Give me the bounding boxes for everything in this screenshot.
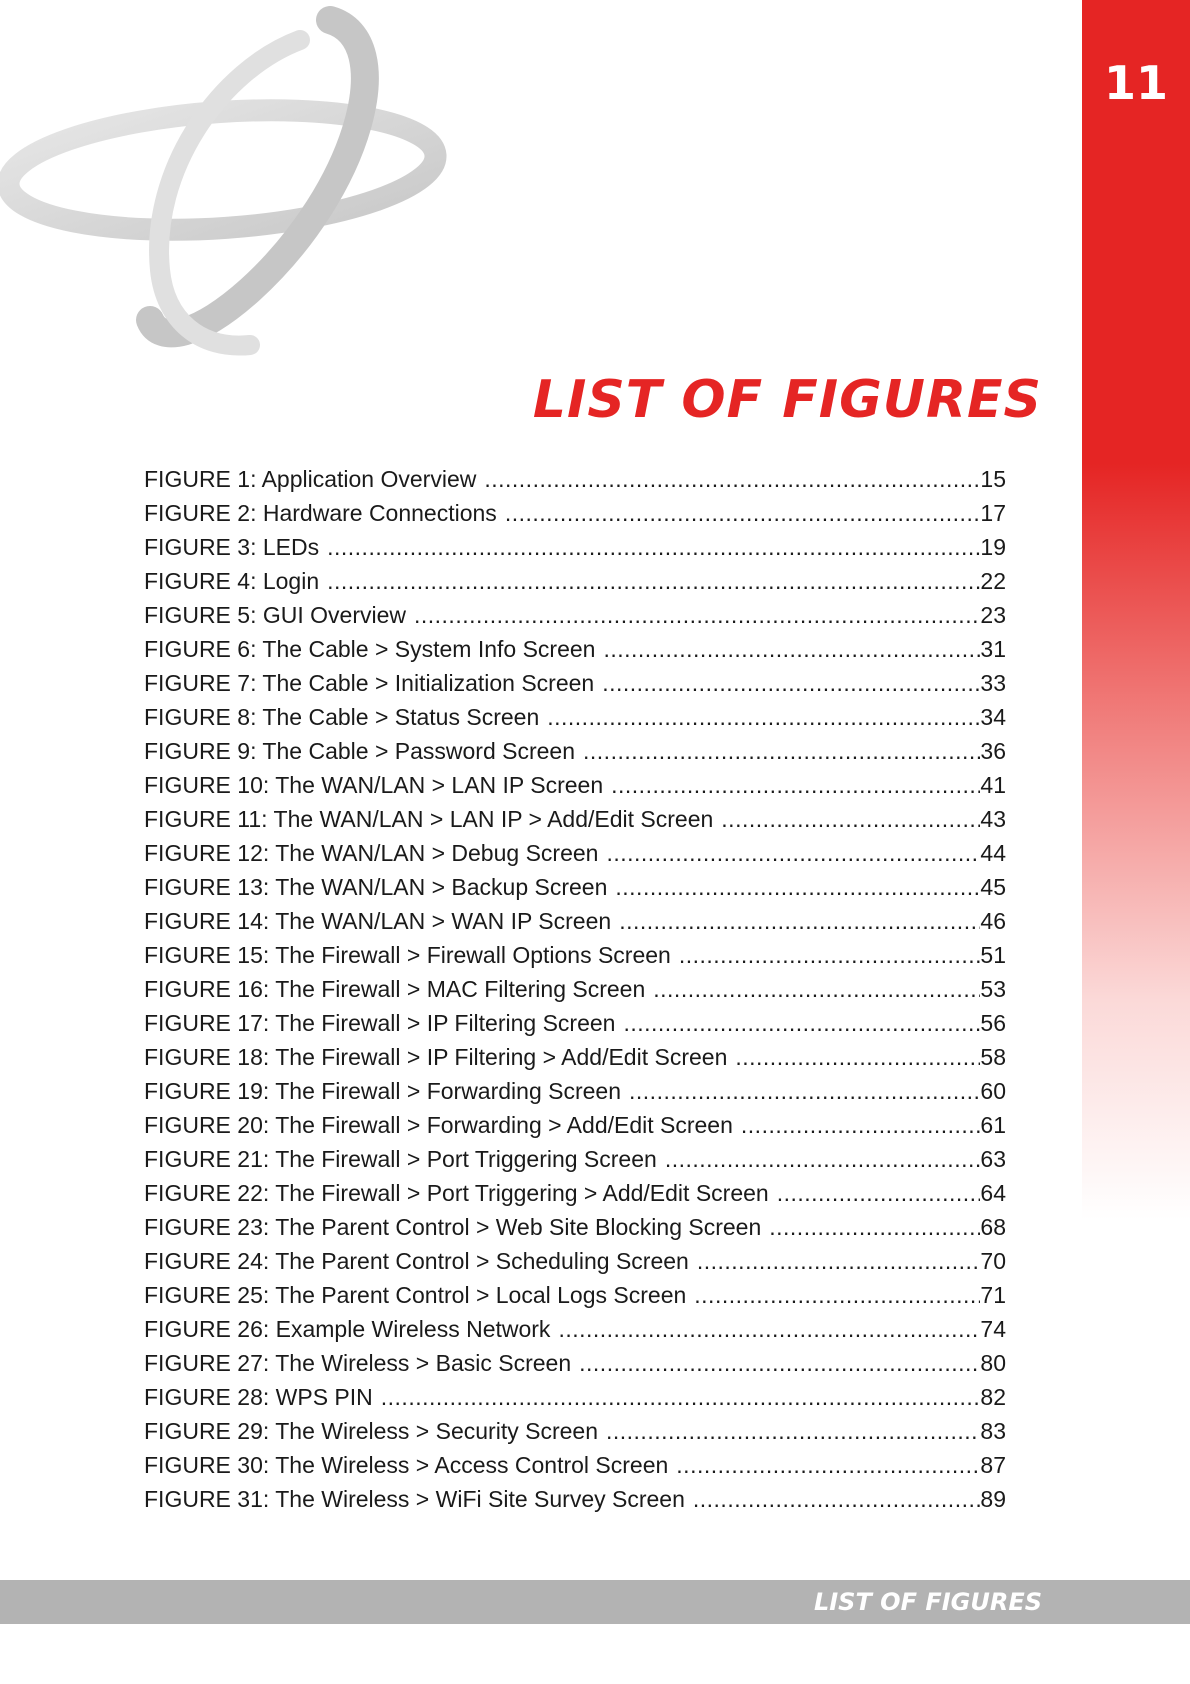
toc-entry[interactable] <box>144 530 1006 564</box>
figure-label: FIGURE 18: The Firewall > IP Filtering > Add/Edit Screen <box>144 1044 728 1070</box>
dot-leader <box>693 1482 981 1516</box>
page-ref: 44 <box>980 840 1006 866</box>
toc-entry[interactable] <box>144 768 1006 802</box>
toc-entry[interactable] <box>144 1380 1006 1414</box>
figure-label: FIGURE 16: The Firewall > MAC Filtering Screen <box>144 976 646 1002</box>
dot-leader <box>721 802 980 836</box>
dot-leader <box>602 666 980 700</box>
page-ref: 71 <box>980 1282 1006 1308</box>
figure-label: FIGURE 12: The WAN/LAN > Debug Screen <box>144 840 599 866</box>
page-ref: 83 <box>980 1418 1006 1444</box>
toc-entry[interactable] <box>144 1040 1006 1074</box>
dot-leader <box>676 1448 980 1482</box>
toc-entry[interactable] <box>144 598 1006 632</box>
figure-label: FIGURE 2: Hardware Connections <box>144 500 497 526</box>
page-ref: 70 <box>980 1248 1006 1274</box>
figure-label: FIGURE 1: Application Overview <box>144 466 477 492</box>
figure-label: FIGURE 31: The Wireless > WiFi Site Survey Screen <box>144 1486 685 1512</box>
figure-label: FIGURE 23: The Parent Control > Web Site Blocking Screen <box>144 1214 762 1240</box>
dot-leader <box>579 1346 980 1380</box>
page-ref: 82 <box>980 1384 1006 1410</box>
figure-label: FIGURE 9: The Cable > Password Screen <box>144 738 576 764</box>
page-ref: 58 <box>980 1044 1006 1070</box>
dot-leader <box>611 768 980 802</box>
page-ref: 43 <box>980 806 1006 832</box>
page-ref: 41 <box>980 772 1006 798</box>
toc-entry[interactable] <box>144 496 1006 530</box>
toc-entry[interactable] <box>144 802 1006 836</box>
figure-label: FIGURE 24: The Parent Control > Scheduling Screen <box>144 1248 689 1274</box>
toc-entry[interactable] <box>144 1278 1006 1312</box>
toc-entry[interactable] <box>144 1244 1006 1278</box>
dot-leader <box>629 1074 980 1108</box>
page-ref: 51 <box>980 942 1006 968</box>
dot-leader <box>619 904 980 938</box>
page-ref: 56 <box>980 1010 1006 1036</box>
page-ref: 22 <box>980 568 1006 594</box>
toc-entry[interactable] <box>144 564 1006 598</box>
page-ref: 60 <box>980 1078 1006 1104</box>
figure-label: FIGURE 5: GUI Overview <box>144 602 406 628</box>
toc-entry[interactable] <box>144 1176 1006 1210</box>
page-ref: 80 <box>980 1350 1006 1376</box>
dot-leader <box>665 1142 981 1176</box>
dot-leader <box>741 1108 981 1142</box>
ring-globe-logo <box>0 0 460 370</box>
toc-entry[interactable] <box>144 1414 1006 1448</box>
figure-label: FIGURE 28: WPS PIN <box>144 1384 373 1410</box>
dot-leader <box>697 1244 981 1278</box>
toc-entry[interactable] <box>144 1142 1006 1176</box>
toc-entry[interactable] <box>144 700 1006 734</box>
page-ref: 61 <box>980 1112 1006 1138</box>
dot-leader <box>769 1210 980 1244</box>
figure-label: FIGURE 20: The Firewall > Forwarding > Add/Edit Screen <box>144 1112 733 1138</box>
figure-label: FIGURE 8: The Cable > Status Screen <box>144 704 540 730</box>
figure-label: FIGURE 21: The Firewall > Port Triggering Screen <box>144 1146 657 1172</box>
page-number: 11 <box>1103 56 1168 110</box>
figure-label: FIGURE 15: The Firewall > Firewall Options Screen <box>144 942 671 968</box>
figure-label: FIGURE 22: The Firewall > Port Triggering > Add/Edit Screen <box>144 1180 769 1206</box>
dot-leader <box>558 1312 980 1346</box>
page-ref: 87 <box>980 1452 1006 1478</box>
dot-leader <box>694 1278 980 1312</box>
figure-label: FIGURE 27: The Wireless > Basic Screen <box>144 1350 572 1376</box>
page-ref: 68 <box>980 1214 1006 1240</box>
toc-entry[interactable] <box>144 1210 1006 1244</box>
page-ref: 46 <box>980 908 1006 934</box>
dot-leader <box>653 972 980 1006</box>
toc-entry[interactable] <box>144 462 1006 496</box>
toc-entry[interactable] <box>144 1448 1006 1482</box>
figure-label: FIGURE 14: The WAN/LAN > WAN IP Screen <box>144 908 612 934</box>
dot-leader <box>505 496 981 530</box>
dot-leader <box>484 462 980 496</box>
figure-label: FIGURE 19: The Firewall > Forwarding Screen <box>144 1078 622 1104</box>
toc-entry[interactable] <box>144 632 1006 666</box>
page-ref: 19 <box>980 534 1006 560</box>
dot-leader <box>679 938 981 972</box>
page-ref: 36 <box>980 738 1006 764</box>
page-ref: 64 <box>980 1180 1006 1206</box>
toc-entry[interactable] <box>144 666 1006 700</box>
figure-label: FIGURE 17: The Firewall > IP Filtering Screen <box>144 1010 616 1036</box>
dot-leader <box>414 598 980 632</box>
dot-leader <box>547 700 980 734</box>
toc-entry[interactable] <box>144 734 1006 768</box>
dot-leader <box>615 870 980 904</box>
dot-leader <box>623 1006 980 1040</box>
dot-leader <box>603 632 980 666</box>
figure-label: FIGURE 10: The WAN/LAN > LAN IP Screen <box>144 772 604 798</box>
toc-entry[interactable] <box>144 972 1006 1006</box>
dot-leader <box>381 1380 981 1414</box>
dot-leader <box>327 564 980 598</box>
dot-leader <box>583 734 980 768</box>
page-ref: 23 <box>980 602 1006 628</box>
toc-entry[interactable] <box>144 1312 1006 1346</box>
dot-leader <box>735 1040 980 1074</box>
toc-entry[interactable] <box>144 836 1006 870</box>
toc-entry[interactable] <box>144 938 1006 972</box>
page-title: LIST OF FIGURES <box>532 370 1042 430</box>
dot-leader <box>327 530 980 564</box>
footer-title: LIST OF FIGURES <box>813 1588 1042 1616</box>
toc-entry[interactable] <box>144 1346 1006 1380</box>
toc-entry[interactable] <box>144 1482 1006 1516</box>
page-ref: 17 <box>980 500 1006 526</box>
page-ref: 34 <box>980 704 1006 730</box>
dot-leader <box>777 1176 981 1210</box>
page-ref: 89 <box>980 1486 1006 1512</box>
figure-label: FIGURE 3: LEDs <box>144 534 320 560</box>
page-ref: 31 <box>980 636 1006 662</box>
toc-entry[interactable] <box>144 1108 1006 1142</box>
toc-entry[interactable] <box>144 870 1006 904</box>
figure-label: FIGURE 26: Example Wireless Network <box>144 1316 551 1342</box>
figure-label: FIGURE 25: The Parent Control > Local Logs Screen <box>144 1282 687 1308</box>
figure-label: FIGURE 30: The Wireless > Access Control Screen <box>144 1452 669 1478</box>
page-ref: 53 <box>980 976 1006 1002</box>
page-ref: 15 <box>980 466 1006 492</box>
page-ref: 63 <box>980 1146 1006 1172</box>
dot-leader <box>606 836 980 870</box>
figure-label: FIGURE 4: Login <box>144 568 320 594</box>
page-ref: 45 <box>980 874 1006 900</box>
figure-label: FIGURE 7: The Cable > Initialization Screen <box>144 670 595 696</box>
toc-entry[interactable] <box>144 1074 1006 1108</box>
toc-entry[interactable] <box>144 1006 1006 1040</box>
page-ref: 33 <box>980 670 1006 696</box>
figure-label: FIGURE 13: The WAN/LAN > Backup Screen <box>144 874 608 900</box>
chapter-tab <box>1082 0 1190 1220</box>
dot-leader <box>606 1414 980 1448</box>
figure-label: FIGURE 11: The WAN/LAN > LAN IP > Add/Edit Screen <box>144 806 714 832</box>
toc-entry[interactable] <box>144 904 1006 938</box>
figure-label: FIGURE 29: The Wireless > Security Screen <box>144 1418 598 1444</box>
page-ref: 74 <box>980 1316 1006 1342</box>
figure-label: FIGURE 6: The Cable > System Info Screen <box>144 636 596 662</box>
figure-list <box>144 462 1006 1516</box>
